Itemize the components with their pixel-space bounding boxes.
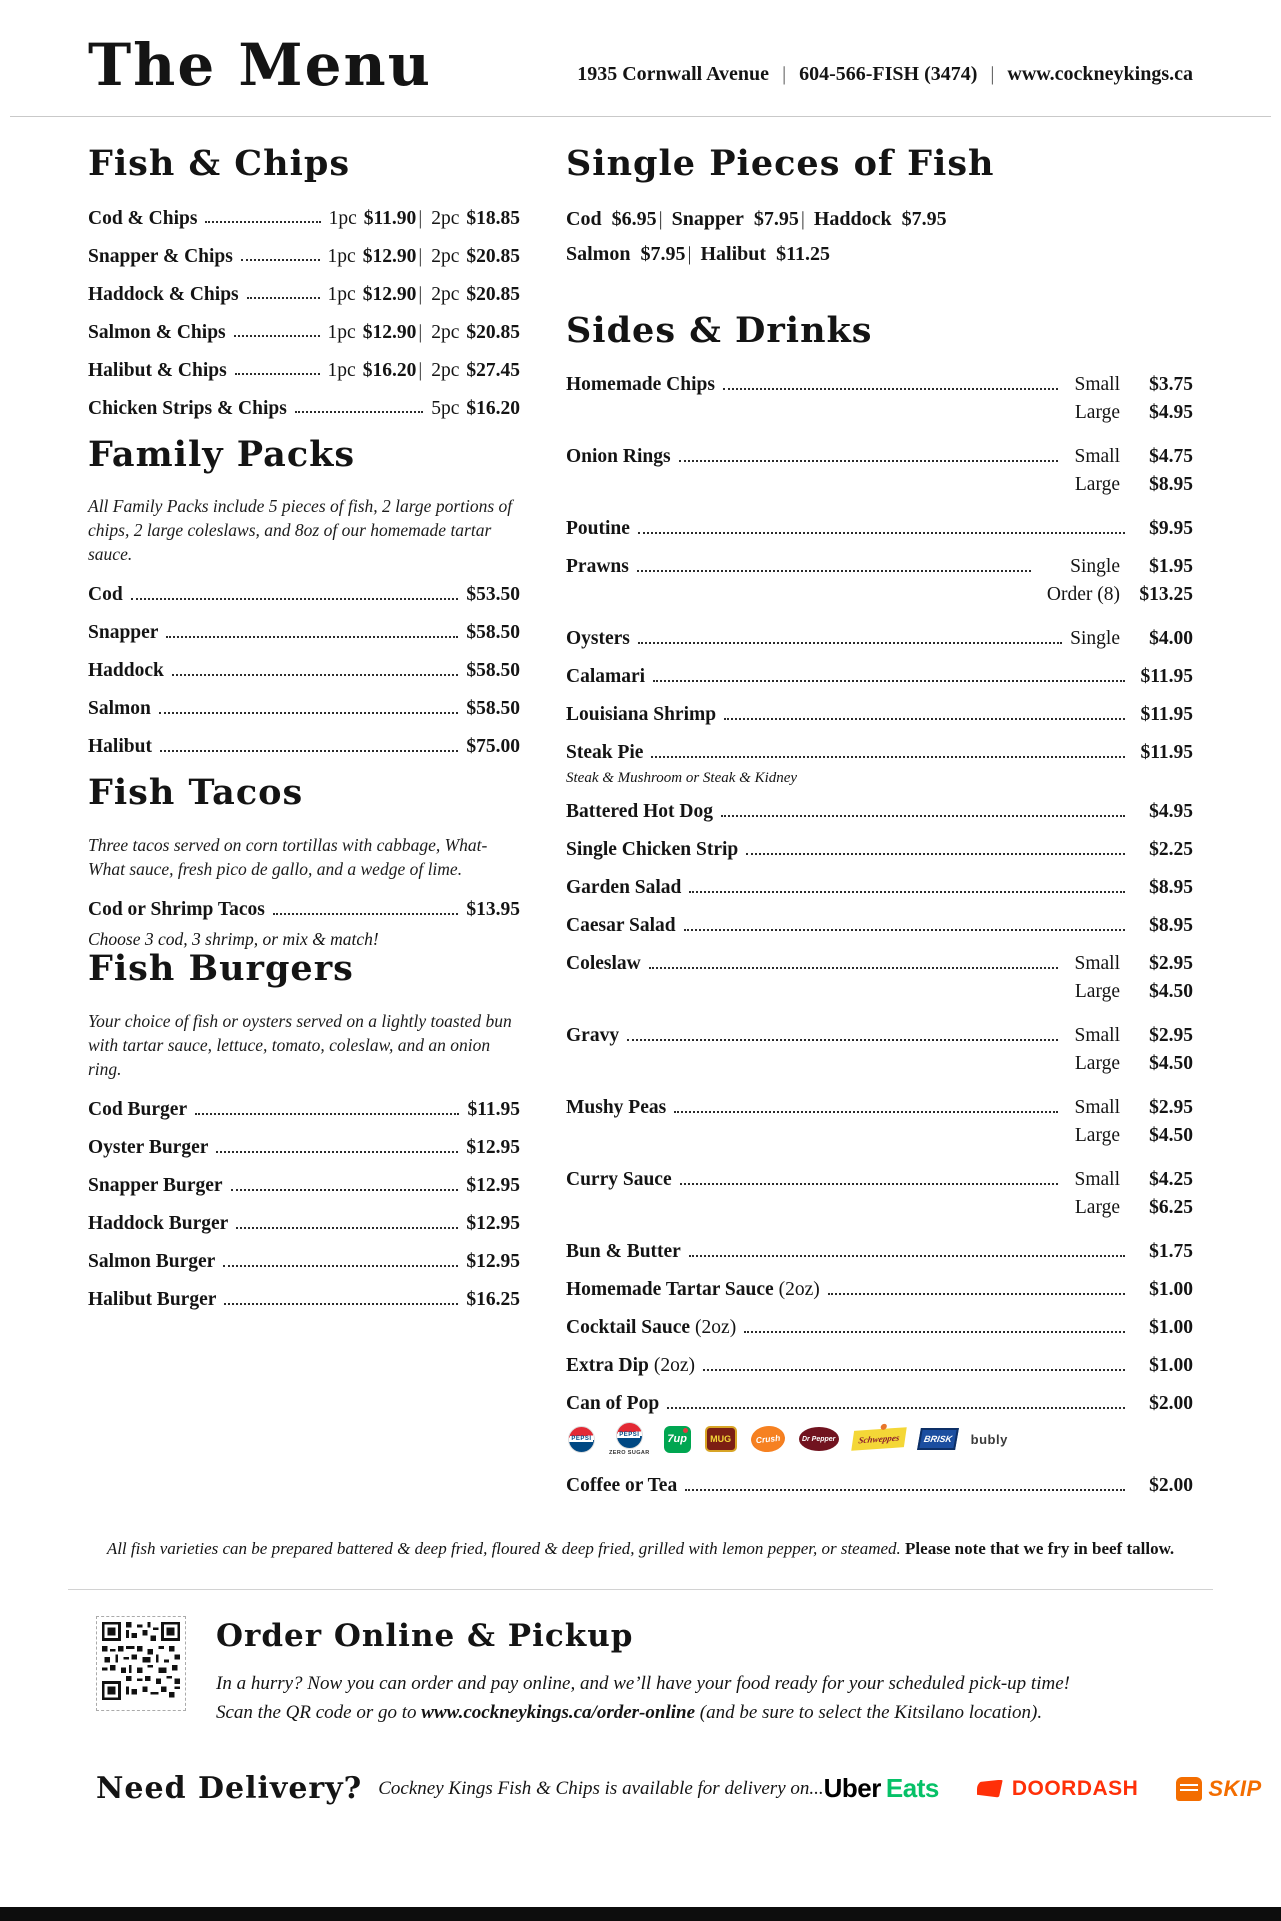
dot-leader [667, 1393, 1125, 1409]
dot-leader [689, 1241, 1125, 1257]
menu-item-row [88, 1289, 520, 1311]
menu-item-row [566, 839, 1193, 861]
menu-item-row [566, 556, 1193, 606]
dot-leader [172, 660, 459, 676]
size-label: Large [1074, 1053, 1120, 1074]
item-price: $2.25 [1149, 839, 1193, 860]
item-name: Can of Pop [566, 1393, 660, 1414]
item-name: Garden Salad [566, 877, 682, 898]
menu-item-row [88, 360, 520, 382]
menu-item-row [88, 660, 520, 682]
dot-leader [649, 953, 1059, 969]
item-price: $4.50 [1149, 1053, 1193, 1074]
item-name: Coffee or Tea [566, 1475, 678, 1496]
menu-item-row [566, 1279, 1193, 1301]
dot-leader [703, 1355, 1125, 1371]
size-label: Large [1074, 1125, 1120, 1146]
dot-leader [744, 1317, 1125, 1333]
dot-leader [689, 877, 1125, 893]
menu-item-row [566, 1317, 1193, 1339]
item-price: $11.90 [363, 207, 417, 229]
soda-brand-logos [568, 1419, 1193, 1459]
portion-label: 2pc [431, 245, 460, 267]
dot-leader [195, 1099, 459, 1115]
item-name: Chicken Strips & Chips [88, 397, 287, 419]
order-online-section [88, 1616, 1193, 1727]
item-name: Curry Sauce [566, 1169, 672, 1190]
item-name: Oyster Burger [88, 1137, 209, 1159]
size-label: Large [1074, 1197, 1120, 1218]
item-price: $11.95 [467, 1099, 520, 1121]
divider [801, 208, 805, 231]
menu-item-row [566, 1475, 1193, 1497]
dot-leader [679, 446, 1059, 462]
menu-item-row [566, 801, 1193, 823]
section-description: Three tacos served on corn tortillas with cabbage, What-What sauce, fresh pico de gallo, and a wedge of lime. [88, 834, 488, 880]
order-online-line1: In a hurry? Now you can order and pay online, and we’ll have your food ready for your scheduled pick-up time! [216, 1673, 1070, 1694]
portion-label: 2pc [431, 207, 460, 229]
menu-item-row [88, 246, 520, 268]
website-link[interactable]: www.cockneykings.ca [1007, 63, 1193, 85]
item-prices [1074, 446, 1193, 496]
menu-item-row [88, 1175, 520, 1197]
menu-item-row [88, 284, 520, 306]
menu-item-row [88, 736, 520, 758]
menu-item-row [88, 622, 520, 644]
divider [418, 208, 422, 230]
item-price: $1.75 [1149, 1241, 1193, 1262]
item-price: $27.45 [466, 359, 520, 381]
menu-item-row [566, 953, 1193, 1003]
mug-root-beer-logo: MUG [705, 1426, 737, 1452]
dr-pepper-logo: Dr Pepper [799, 1427, 839, 1451]
item-name: Cod & Chips [88, 207, 198, 229]
size-label: Small [1074, 1169, 1120, 1190]
item-price: $11.95 [1140, 666, 1193, 687]
item-prices [1074, 953, 1193, 1003]
item-name: Gravy [566, 1025, 620, 1046]
section-title-fish-tacos: Fish Tacos [88, 772, 304, 814]
item-name: Salmon [566, 242, 631, 265]
item-price: $11.95 [1140, 704, 1193, 725]
item-price: $2.95 [1149, 1097, 1193, 1118]
item-name: Haddock [88, 660, 164, 682]
divider [418, 246, 422, 268]
menu-item-row [566, 1355, 1193, 1377]
item-qualifier: (2oz) [695, 1317, 737, 1338]
portion-label: 2pc [431, 359, 460, 381]
item-name: Cocktail Sauce [566, 1317, 691, 1338]
item-name: Cod or Shrimp Tacos [88, 899, 265, 921]
dot-leader [684, 915, 1125, 931]
item-name: Salmon [88, 698, 151, 720]
divider [990, 63, 994, 86]
item-price: $4.50 [1149, 1125, 1193, 1146]
item-name: Haddock [813, 207, 892, 230]
menu-item-row [88, 1099, 520, 1121]
size-label: Single [1070, 556, 1120, 577]
item-price: $4.00 [1149, 628, 1193, 649]
divider [418, 284, 422, 306]
portion-label: 5pc [431, 397, 460, 419]
menu-item-row [566, 742, 1193, 764]
dot-leader [723, 374, 1059, 390]
item-price: $4.95 [1149, 402, 1193, 423]
menu-item-row [88, 1137, 520, 1159]
qr-code-image [102, 1622, 180, 1700]
item-name: Extra Dip [566, 1355, 649, 1376]
seven-up-logo: 7up [664, 1426, 691, 1453]
item-prices [1070, 628, 1193, 650]
item-price: $58.50 [466, 622, 520, 644]
item-prices [431, 398, 520, 420]
item-prices [1074, 1097, 1193, 1147]
phone: 604-566-FISH (3474) [799, 63, 978, 85]
item-qualifier: (2oz) [778, 1279, 820, 1300]
section-title-single-pieces: Single Pieces of Fish [566, 143, 995, 184]
item-price: $53.50 [466, 584, 520, 606]
menu-item-row [566, 915, 1193, 937]
item-price: $58.50 [466, 698, 520, 720]
crush-logo: Crush [751, 1426, 785, 1452]
pepsi-logo: PEPSI [568, 1426, 595, 1453]
page-edge-bar [0, 1907, 1281, 1921]
menu-item-row [88, 899, 520, 921]
dot-leader [637, 556, 1031, 572]
item-price: $8.95 [1149, 877, 1193, 898]
item-name: Snapper [671, 207, 744, 230]
divider [782, 63, 786, 86]
dot-leader [828, 1279, 1125, 1295]
dot-leader [224, 1289, 458, 1305]
item-name: Cod [566, 207, 602, 230]
item-prices [1074, 1169, 1193, 1219]
dot-leader [638, 518, 1125, 534]
divider [418, 322, 422, 344]
item-price: $6.95 [611, 207, 657, 230]
item-name: Cod [88, 584, 123, 606]
item-name: Homemade Chips [566, 374, 715, 395]
order-online-url[interactable]: www.cockneykings.ca/order-online [421, 1701, 696, 1723]
item-name: Oysters [566, 628, 630, 649]
portion-label: 1pc [327, 359, 356, 381]
item-price: $2.95 [1149, 953, 1193, 974]
item-name: Battered Hot Dog [566, 801, 713, 822]
dot-leader [241, 246, 320, 262]
item-name: Snapper [88, 622, 159, 644]
menu-item-row [566, 374, 1193, 424]
dot-leader [223, 1251, 458, 1267]
pepsi-zero-logo: PEPSI ZERO SUGAR [609, 1422, 650, 1457]
menu-item-row [566, 446, 1193, 496]
dot-leader [721, 801, 1125, 817]
qr-code [96, 1616, 186, 1711]
item-name: Cod Burger [88, 1099, 188, 1121]
right-column [566, 145, 1193, 1513]
item-name: Haddock Burger [88, 1213, 229, 1235]
item-name: Louisiana Shrimp [566, 704, 717, 725]
footer-rule [68, 1589, 1213, 1590]
portion-label: 2pc [431, 321, 460, 343]
item-prices [328, 284, 520, 306]
dot-leader [236, 1213, 458, 1229]
dot-leader [638, 628, 1062, 644]
schweppes-logo: Schweppes [853, 1429, 905, 1449]
item-price: $20.85 [466, 245, 520, 267]
item-name: Haddock & Chips [88, 283, 239, 305]
item-name: Homemade Tartar Sauce [566, 1279, 774, 1300]
size-label: Small [1074, 1097, 1120, 1118]
item-price: $7.95 [753, 207, 799, 230]
item-name: Onion Rings [566, 446, 671, 467]
item-price: $12.95 [466, 1251, 520, 1273]
size-label: Large [1074, 981, 1120, 1002]
item-name: Salmon Burger [88, 1251, 216, 1273]
skip-the-dishes-logo: SKIP [1176, 1776, 1261, 1802]
delivery-title: Need Delivery? [96, 1771, 363, 1806]
dot-leader [235, 360, 320, 376]
portion-label: 1pc [327, 245, 356, 267]
header-rule [10, 116, 1271, 117]
size-label: Large [1074, 402, 1120, 423]
item-price: $58.50 [466, 660, 520, 682]
delivery-text: Cockney Kings Fish & Chips is available for delivery on... [378, 1777, 824, 1799]
item-price: $12.95 [466, 1213, 520, 1235]
menu-item-row [566, 628, 1193, 650]
doordash-icon [977, 1780, 1003, 1798]
item-name: Calamari [566, 666, 646, 687]
menu-item-row [88, 1213, 520, 1235]
item-name: Snapper Burger [88, 1175, 223, 1197]
item-price: $13.95 [466, 899, 520, 921]
section-title-family-packs: Family Packs [88, 433, 356, 475]
portion-label: 1pc [328, 207, 357, 229]
dot-leader [653, 666, 1125, 682]
delivery-section [88, 1771, 1262, 1806]
item-price: $2.00 [1149, 1475, 1193, 1496]
page-title: The Menu [88, 31, 432, 99]
dot-leader [685, 1475, 1125, 1491]
item-prices [328, 322, 520, 344]
item-price: $1.95 [1149, 556, 1193, 577]
item-price: $4.25 [1149, 1169, 1193, 1190]
item-price: $4.50 [1149, 981, 1193, 1002]
item-name: Prawns [566, 556, 629, 577]
divider [659, 208, 663, 231]
item-price: $8.95 [1149, 915, 1193, 936]
single-pieces-line [566, 208, 1193, 231]
preparation-note-text: All fish varieties can be prepared battered & deep fried, floured & deep fried, grilled with lemon pepper, or steamed. [106, 1539, 901, 1558]
item-price: $12.90 [362, 321, 417, 343]
item-note: Choose 3 cod, 3 shrimp, or mix & match! [88, 929, 379, 950]
delivery-logos [824, 1773, 1262, 1804]
order-online-title: Order Online & Pickup [216, 1618, 634, 1654]
dot-leader [651, 742, 1125, 758]
section-description: All Family Packs include 5 pieces of fish, 2 large portions of chips, 2 large coleslaws, and 8oz of our homemade tartar sauce. [88, 496, 513, 565]
item-price: $2.00 [1149, 1393, 1193, 1414]
item-prices [1047, 556, 1193, 606]
item-price: $18.85 [466, 207, 520, 229]
item-price: $4.75 [1149, 446, 1193, 467]
size-label: Small [1074, 953, 1120, 974]
item-name: Halibut [700, 242, 767, 265]
item-price: $16.20 [466, 397, 520, 419]
item-name: Caesar Salad [566, 915, 676, 936]
item-price: $3.75 [1149, 374, 1193, 395]
menu-item-row [566, 1393, 1193, 1415]
size-label: Large [1074, 474, 1120, 495]
size-label: Small [1074, 1025, 1120, 1046]
item-prices [1074, 1025, 1193, 1075]
item-price: $1.00 [1149, 1355, 1193, 1376]
dot-leader [627, 1025, 1058, 1041]
order-online-line2-prefix: Scan the QR code or go to [216, 1701, 422, 1723]
item-name: Mushy Peas [566, 1097, 667, 1118]
size-label: Order (8) [1046, 584, 1120, 605]
bubly-logo: bubly [970, 1431, 1008, 1447]
item-name: Steak Pie [566, 742, 644, 763]
section-title-fish-burgers: Fish Burgers [88, 948, 354, 990]
item-name: Coleslaw [566, 953, 641, 974]
brisk-logo: BRISK [919, 1428, 957, 1450]
size-label: Single [1070, 628, 1120, 649]
single-pieces-line [566, 243, 1193, 266]
item-qualifier: (2oz) [653, 1355, 696, 1376]
item-prices [329, 208, 520, 230]
section-title-fish-and-chips: Fish & Chips [88, 143, 351, 184]
item-price: $11.95 [1140, 742, 1193, 763]
menu-item-row [88, 208, 520, 230]
item-name: Halibut Burger [88, 1289, 217, 1311]
item-prices [1074, 374, 1193, 424]
divider [418, 360, 422, 382]
menu-item-row [88, 1251, 520, 1273]
doordash-logo: DOORDASH [977, 1777, 1139, 1801]
contact-line [577, 63, 1193, 100]
size-label: Small [1074, 374, 1120, 395]
address: 1935 Cornwall Avenue [577, 63, 770, 85]
menu-item-row [566, 1241, 1193, 1263]
dot-leader [746, 839, 1125, 855]
item-price: $11.25 [776, 242, 830, 265]
section-title-sides-drinks: Sides & Drinks [566, 309, 873, 351]
item-price: $16.20 [362, 359, 417, 381]
dot-leader [724, 704, 1125, 720]
item-price: $75.00 [466, 736, 520, 758]
dot-leader [231, 1175, 459, 1191]
dot-leader [160, 736, 458, 752]
item-price: $7.95 [640, 242, 686, 265]
dot-leader [166, 622, 458, 638]
menu-item-row [88, 584, 520, 606]
dot-leader [159, 698, 459, 714]
item-price: $8.95 [1149, 474, 1193, 495]
item-price: $12.90 [362, 283, 417, 305]
item-price: $2.95 [1149, 1025, 1193, 1046]
item-note: Steak & Mushroom or Steak & Kidney [566, 770, 798, 786]
uber-eats-logo: Uber Eats [823, 1773, 939, 1803]
preparation-note [88, 1539, 1193, 1559]
order-online-line2-suffix: (and be sure to select the Kitsilano location). [695, 1701, 1043, 1723]
item-price: $4.95 [1149, 801, 1193, 822]
menu-item-row [566, 518, 1193, 540]
item-price: $20.85 [466, 321, 520, 343]
dot-leader [295, 398, 423, 414]
menu-item-row [566, 1169, 1193, 1219]
portion-label: 1pc [327, 321, 356, 343]
menu-item-row [88, 398, 520, 420]
size-label: Small [1074, 446, 1120, 467]
item-price: $12.95 [466, 1137, 520, 1159]
item-name: Single Chicken Strip [566, 839, 739, 860]
item-price: $12.95 [466, 1175, 520, 1197]
item-name: Snapper & Chips [88, 245, 233, 267]
dot-leader [674, 1097, 1058, 1113]
item-prices [328, 246, 520, 268]
item-name: Salmon & Chips [88, 321, 226, 343]
item-price: $20.85 [466, 283, 520, 305]
order-online-line2 [216, 1699, 1070, 1728]
item-price: $13.25 [1139, 584, 1193, 605]
item-name: Halibut [88, 736, 152, 758]
dot-leader [680, 1169, 1059, 1185]
menu-item-row [566, 1025, 1193, 1075]
menu-item-row [566, 704, 1193, 726]
item-price: $9.95 [1149, 518, 1193, 539]
menu-item-row [88, 698, 520, 720]
menu-item-row [566, 666, 1193, 688]
header [88, 31, 1193, 100]
item-prices [328, 360, 520, 382]
dot-leader [131, 584, 459, 600]
skip-icon [1176, 1777, 1202, 1801]
dot-leader [273, 899, 459, 915]
dot-leader [205, 208, 320, 224]
menu-item-row [566, 1097, 1193, 1147]
dot-leader [234, 322, 320, 338]
section-description: Your choice of fish or oysters served on a lightly toasted bun with tartar sauce, lettuce, tomato, coleslaw, and an onion ring. [88, 1010, 512, 1079]
portion-label: 1pc [327, 283, 356, 305]
item-price: $12.90 [362, 245, 417, 267]
menu-item-row [88, 322, 520, 344]
menu-item-row [566, 877, 1193, 899]
divider [687, 243, 691, 266]
item-price: $1.00 [1149, 1279, 1193, 1300]
dot-leader [216, 1137, 458, 1153]
dot-leader [247, 284, 320, 300]
portion-label: 2pc [431, 283, 460, 305]
item-price: $16.25 [466, 1289, 520, 1311]
item-name: Bun & Butter [566, 1241, 681, 1262]
left-column [88, 145, 520, 1327]
beef-tallow-note: Please note that we fry in beef tallow. [905, 1539, 1175, 1558]
item-name: Halibut & Chips [88, 359, 227, 381]
item-price: $1.00 [1149, 1317, 1193, 1338]
item-price: $6.25 [1149, 1197, 1193, 1218]
item-name: Poutine [566, 518, 630, 539]
item-price: $7.95 [901, 207, 947, 230]
